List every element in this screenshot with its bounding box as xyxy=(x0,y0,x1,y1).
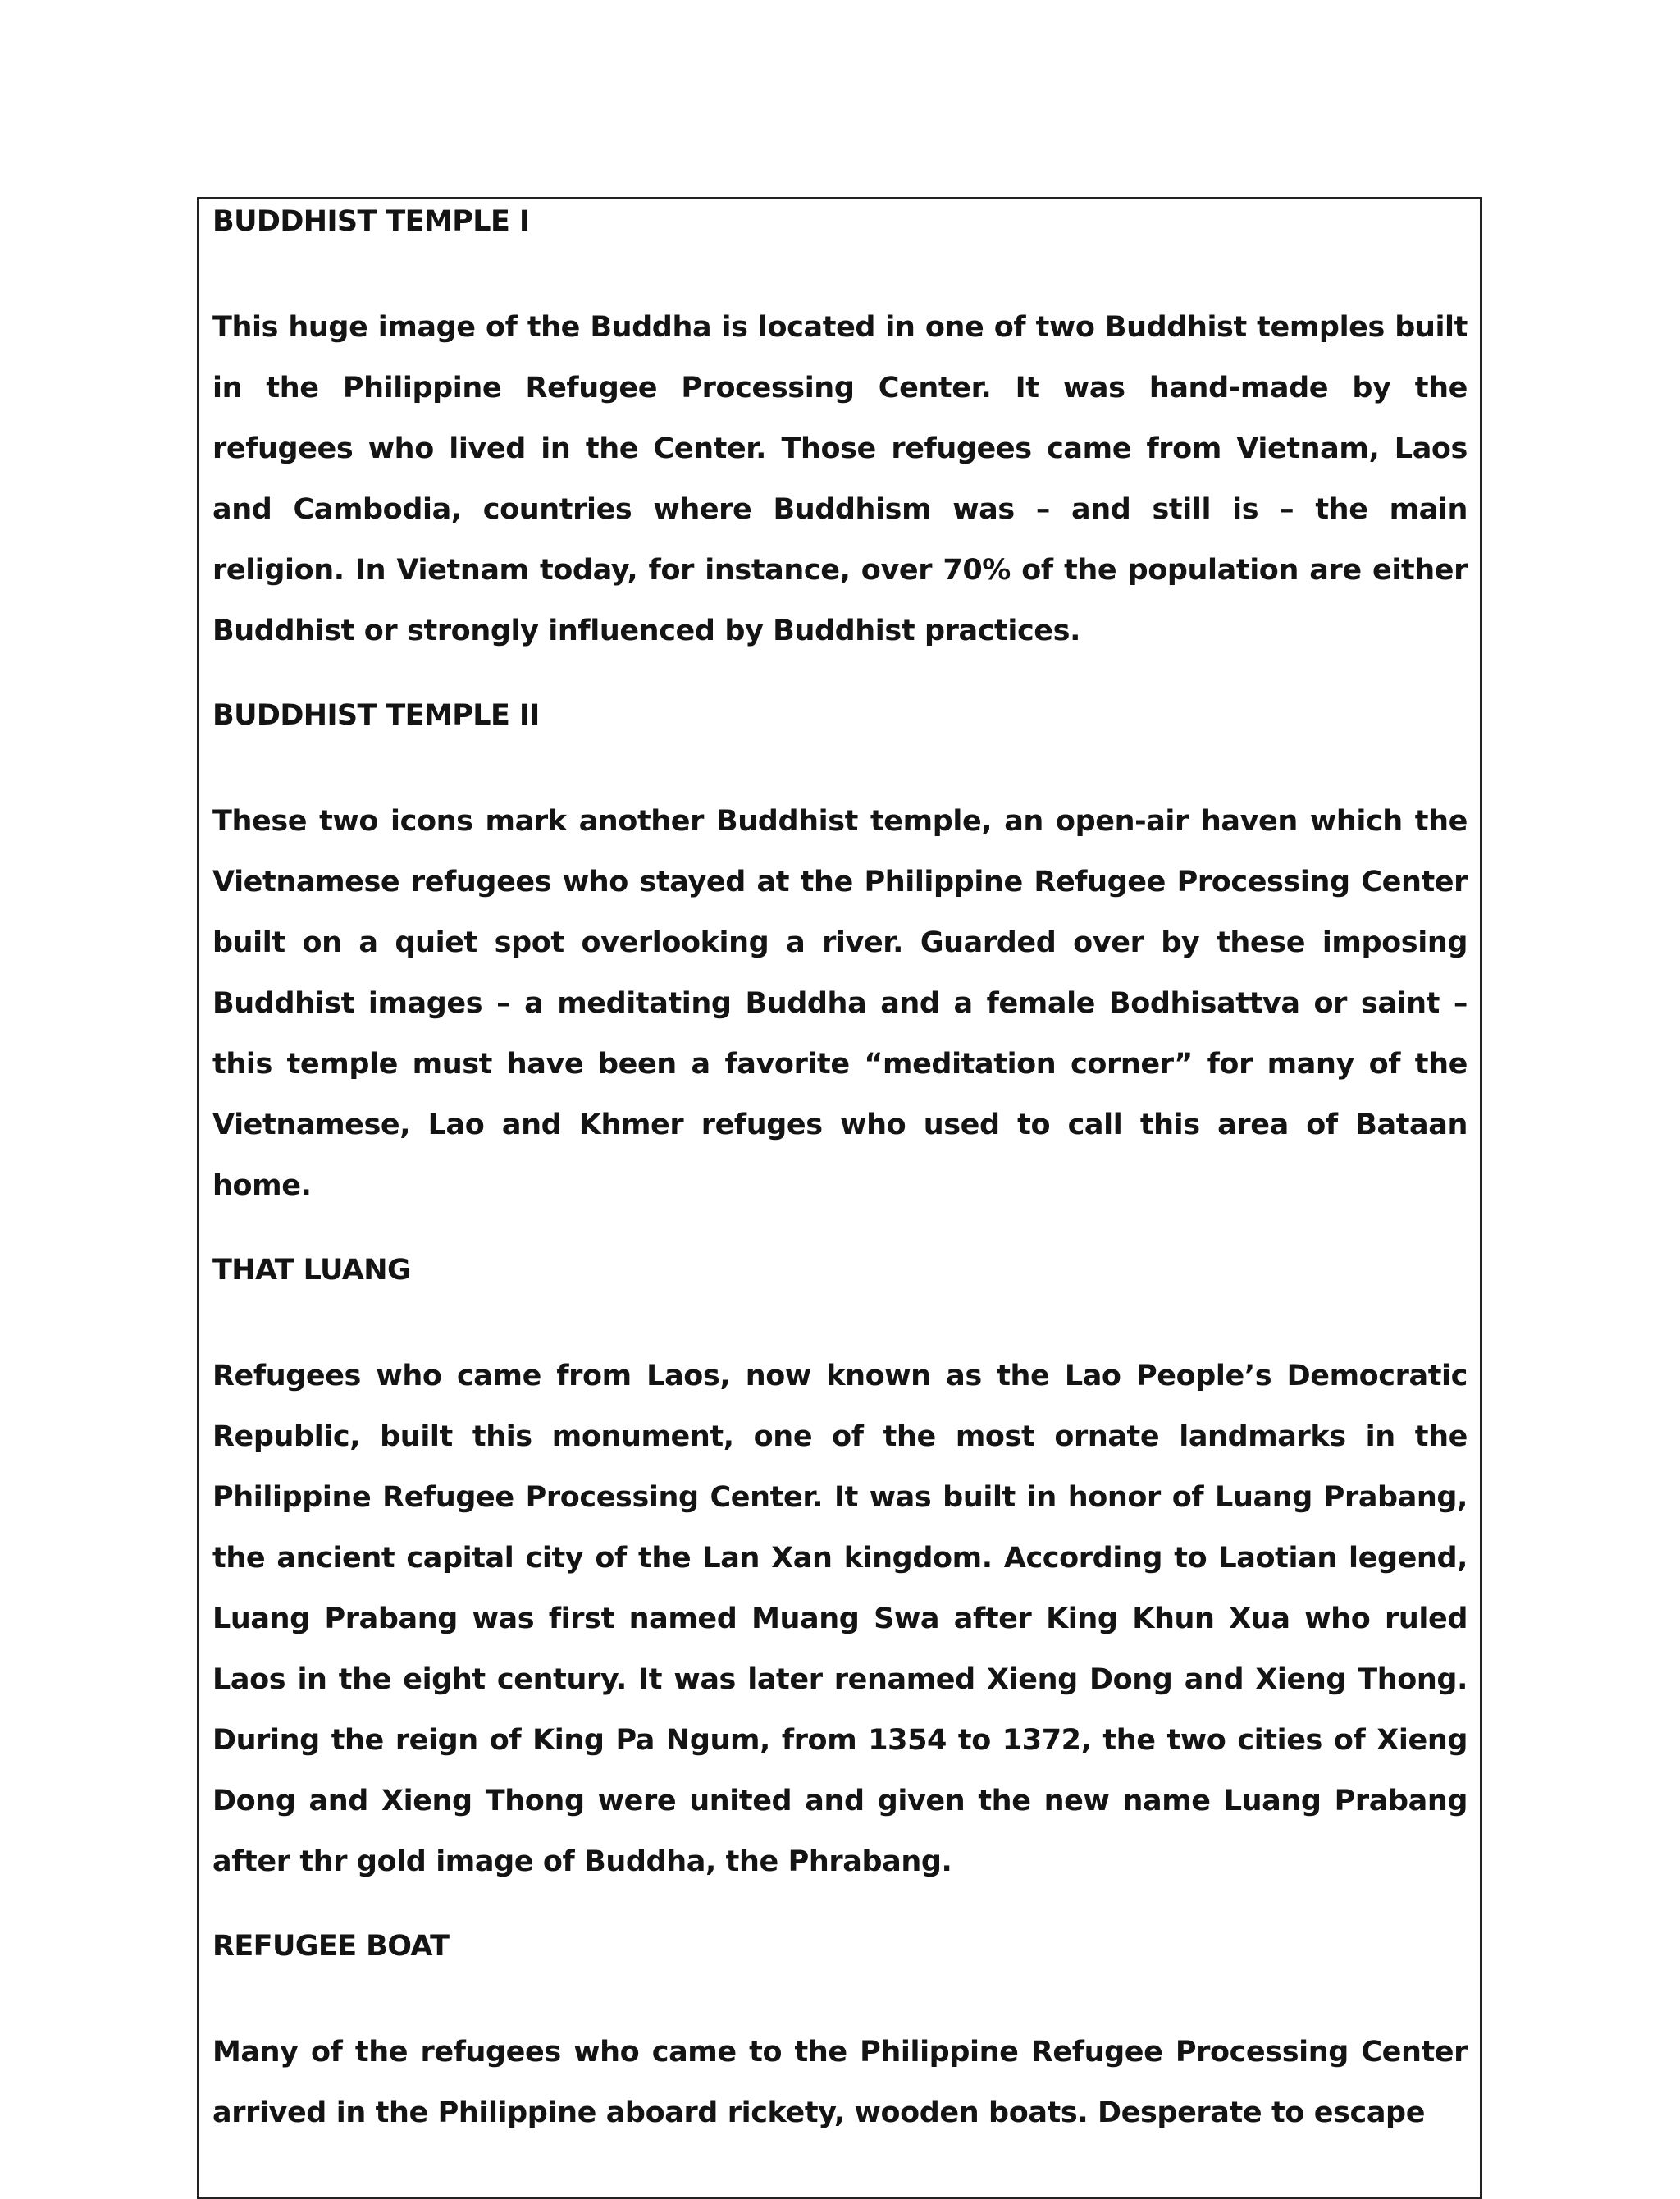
section-body-that-luang: Refugees who came from Laos, now known as the Lao People’s Democratic Republic, built this monument, one of the most ornate landmarks in the Philippine Refugee Processing Center. It was built in honor of Luang Prabang, the ancient capital city of the Lan Xan kingdom. According to Laotian legend, Luang Prabang was first named Muang Swa after King Khun Xua who ruled Laos in the eight century. It was later renamed Xieng Dong and Xieng Thong. During the reign of King Pa Ngum, from 1354 to 1372, the two cities of Xieng Dong and Xieng Thong were united and given the new name Luang Prabang after thr gold image of Buddha, the Phrabang. xyxy=(212,1360,1468,1878)
section-heading-buddhist-temple-i: BUDDHIST TEMPLE I xyxy=(212,205,530,238)
section-body-buddhist-temple-i: This huge image of the Buddha is located in one of two Buddhist temples built in the Philippine Refugee Processing Center. It was hand-made by the refugees who lived in the Center. Those refugees came from Vietnam, Laos and Cambodia, countries where Buddhism was – and still is – the main religion. In Vietnam today, for instance, over 70% of the population are either Buddhist or strongly influenced by Buddhist practices. xyxy=(212,311,1468,647)
section-body-refugee-boat: Many of the refugees who came to the Philippine Refugee Processing Center arrived in the Philippine aboard rickety, wooden boats. Desperate to escape xyxy=(212,2036,1468,2129)
section-heading-refugee-boat: REFUGEE BOAT xyxy=(212,1930,450,1963)
section-heading-buddhist-temple-ii: BUDDHIST TEMPLE II xyxy=(212,699,540,732)
document-content xyxy=(212,203,1468,2179)
section-body-buddhist-temple-ii: These two icons mark another Buddhist temple, an open-air haven which the Vietnamese refugees who stayed at the Philippine Refugee Processing Center built on a quiet spot overlooking a river. Guarded over by these imposing Buddhist images – a meditating Buddha and a female Bodhisattva or saint – this temple must have been a favorite “meditation corner” for many of the Vietnamese, Lao and Khmer refuges who used to call this area of Bataan home. xyxy=(212,805,1468,1202)
section-heading-that-luang: THAT LUANG xyxy=(212,1254,411,1287)
